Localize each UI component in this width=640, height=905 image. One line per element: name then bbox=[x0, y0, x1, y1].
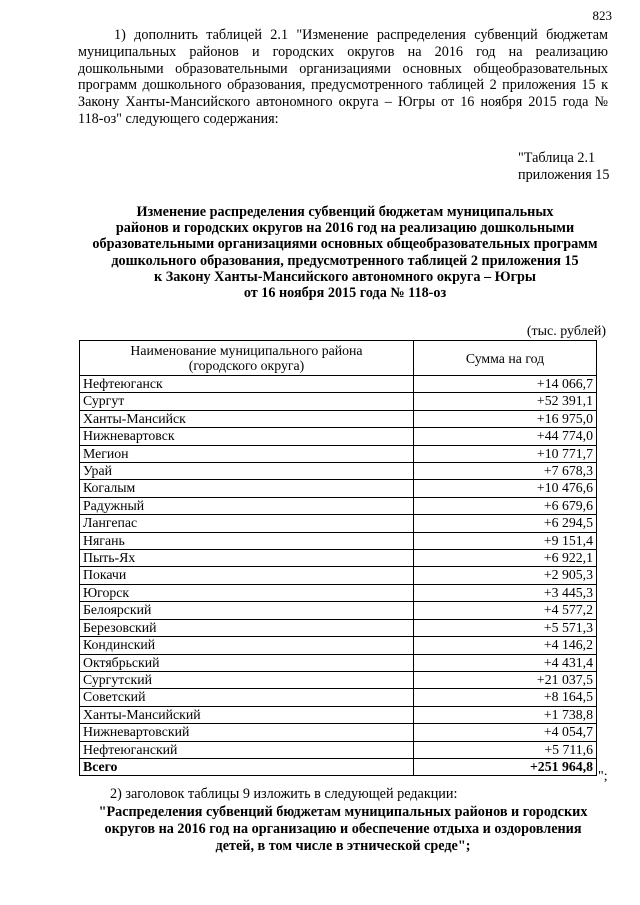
district-name-cell: Радужный bbox=[80, 497, 414, 514]
district-name-cell: Пыть-Ях bbox=[80, 550, 414, 567]
sum-cell: +5 711,6 bbox=[414, 741, 597, 758]
table-title-line: районов и городских округов на 2016 год на реализацию дошкольными bbox=[115, 220, 575, 237]
table-row bbox=[80, 689, 597, 706]
district-name-cell: Нефтеюганский bbox=[80, 741, 414, 758]
table-row bbox=[80, 567, 597, 584]
table-row bbox=[80, 619, 597, 636]
table-row bbox=[80, 706, 597, 723]
table-total-row bbox=[80, 758, 597, 775]
total-label-cell: Всего bbox=[80, 758, 414, 775]
table-row bbox=[80, 637, 597, 654]
sum-cell: +4 054,7 bbox=[414, 724, 597, 741]
table-row bbox=[80, 532, 597, 549]
header-district-line1: Наименование муниципального района bbox=[130, 343, 363, 358]
sum-cell: +3 445,3 bbox=[414, 584, 597, 601]
sum-cell: +8 164,5 bbox=[414, 689, 597, 706]
sum-cell: +4 577,2 bbox=[414, 602, 597, 619]
sum-cell: +7 678,3 bbox=[414, 463, 597, 480]
closing-quote: "; bbox=[598, 769, 608, 784]
district-name-cell: Ханты-Мансийский bbox=[80, 706, 414, 723]
table9-heading-line: округов на 2016 год на организацию и обеспечение отдыха и оздоровления bbox=[104, 820, 582, 837]
table-caption bbox=[518, 150, 609, 184]
table-row bbox=[80, 724, 597, 741]
subvention-table bbox=[79, 340, 597, 776]
district-name-cell: Ханты-Мансийск bbox=[80, 410, 414, 427]
district-name-cell: Белоярский bbox=[80, 602, 414, 619]
district-name-cell: Сургут bbox=[80, 393, 414, 410]
district-name-cell: Октябрьский bbox=[80, 654, 414, 671]
district-name-cell: Нижневартовский bbox=[80, 724, 414, 741]
table-row bbox=[80, 550, 597, 567]
table-row bbox=[80, 445, 597, 462]
header-district-line2: (городского округа) bbox=[188, 358, 305, 373]
district-name-cell: Советский bbox=[80, 689, 414, 706]
sum-cell: +21 037,5 bbox=[414, 671, 597, 688]
sum-cell: +44 774,0 bbox=[414, 428, 597, 445]
header-district-name bbox=[80, 341, 414, 376]
sum-cell: +9 151,4 bbox=[414, 532, 597, 549]
units-label: (тыс. рублей) bbox=[526, 324, 606, 339]
table-row bbox=[80, 393, 597, 410]
table-caption-line1: "Таблица 2.1 bbox=[518, 150, 596, 166]
item-2-text: 2) заголовок таблицы 9 изложить в следующей редакции: bbox=[110, 786, 458, 802]
table-row bbox=[80, 654, 597, 671]
table-title-line: Изменение распределения субвенций бюджетам муниципальных bbox=[136, 204, 554, 220]
district-name-cell: Нижневартовск bbox=[80, 428, 414, 445]
table-title-line: к Закону Ханты-Мансийского автономного округа – Югры bbox=[153, 268, 536, 285]
table-row bbox=[80, 428, 597, 445]
sum-cell: +10 476,6 bbox=[414, 480, 597, 497]
sum-cell: +6 922,1 bbox=[414, 550, 597, 567]
header-annual-sum: Сумма на год bbox=[414, 341, 597, 376]
sum-cell: +10 771,7 bbox=[414, 445, 597, 462]
sum-cell: +16 975,0 bbox=[414, 410, 597, 427]
table9-heading-line: "Распределения субвенций бюджетам муниципальных районов и городских bbox=[98, 804, 588, 820]
district-name-cell: Нефтеюганск bbox=[80, 376, 414, 393]
district-name-cell: Покачи bbox=[80, 567, 414, 584]
table-row bbox=[80, 741, 597, 758]
district-name-cell: Сургутский bbox=[80, 671, 414, 688]
district-name-cell: Югорск bbox=[80, 584, 414, 601]
table-title-line: дошкольного образования, предусмотренного таблицей 2 приложения 15 bbox=[111, 252, 579, 269]
sum-cell: +2 905,3 bbox=[414, 567, 597, 584]
total-value-cell: +251 964,8 bbox=[414, 758, 597, 775]
table-title-line: образовательными организациями основных общеобразовательных программ bbox=[92, 236, 598, 253]
sum-cell: +4 146,2 bbox=[414, 637, 597, 654]
table-header-row bbox=[80, 341, 597, 376]
district-name-cell: Когалым bbox=[80, 480, 414, 497]
table-row bbox=[80, 602, 597, 619]
sum-cell: +4 431,4 bbox=[414, 654, 597, 671]
district-name-cell: Лангепас bbox=[80, 515, 414, 532]
table-body bbox=[80, 376, 597, 776]
table-row bbox=[80, 584, 597, 601]
table-row bbox=[80, 480, 597, 497]
table-row bbox=[80, 463, 597, 480]
table-row bbox=[80, 410, 597, 427]
intro-paragraph bbox=[78, 27, 608, 128]
table-row bbox=[80, 497, 597, 514]
table-row bbox=[80, 515, 597, 532]
sum-cell: +6 294,5 bbox=[414, 515, 597, 532]
sum-cell: +1 738,8 bbox=[414, 706, 597, 723]
table-row bbox=[80, 671, 597, 688]
table-title-line: от 16 ноября 2015 года № 118-оз bbox=[243, 285, 447, 302]
table-title bbox=[78, 204, 612, 301]
district-name-cell: Нягань bbox=[80, 532, 414, 549]
table-row bbox=[80, 376, 597, 393]
district-name-cell: Урай bbox=[80, 463, 414, 480]
sum-cell: +14 066,7 bbox=[414, 376, 597, 393]
page-number: 823 bbox=[592, 8, 612, 23]
district-name-cell: Мегион bbox=[80, 445, 414, 462]
table9-heading bbox=[78, 804, 608, 854]
intro-text: 1) дополнить таблицей 2.1 "Изменение распределения субвенций бюджетам муниципальных районов и городских округов на 2016 год на реализацию дошкольными образовательными организациями основных общеобразовательных программ дошкольного образования, предусмотренного таблицей 2 приложения 15 к Закону Ханты-Мансийского автономного округа – Югры от 16 ноября 2015 года № 118-оз" следующего содержания: bbox=[78, 27, 608, 127]
sum-cell: +52 391,1 bbox=[414, 393, 597, 410]
table9-heading-line: детей, в том числе в этнической среде"; bbox=[215, 837, 471, 854]
sum-cell: +5 571,3 bbox=[414, 619, 597, 636]
sum-cell: +6 679,6 bbox=[414, 497, 597, 514]
district-name-cell: Березовский bbox=[80, 619, 414, 636]
table-caption-line2: приложения 15 bbox=[518, 166, 610, 183]
district-name-cell: Кондинский bbox=[80, 637, 414, 654]
